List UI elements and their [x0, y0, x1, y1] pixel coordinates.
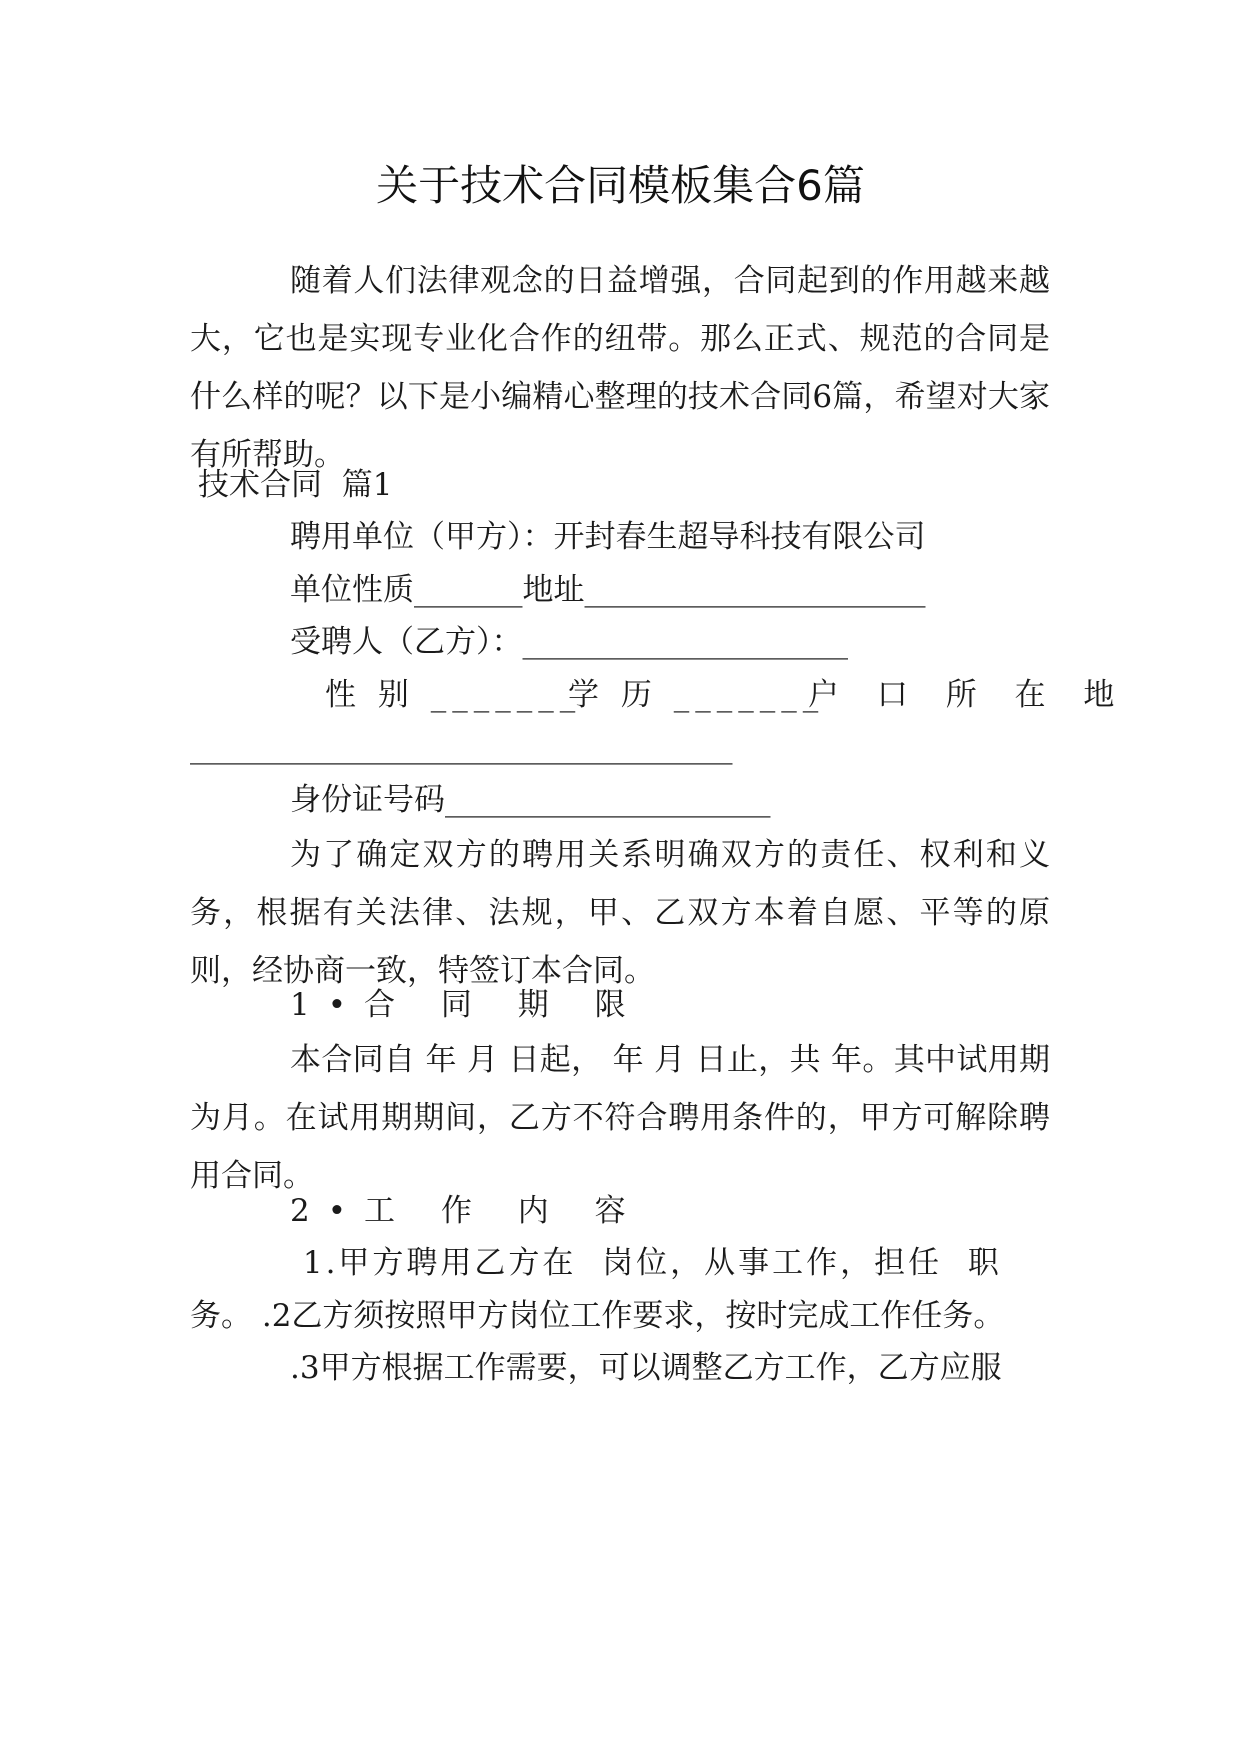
clause2-heading: 2•工 作 内 容 — [290, 1193, 644, 1229]
residence-blank-line: ___________________________________ — [190, 729, 733, 765]
clause2-item3: .3甲方根据工作需要，可以调整乙方工作，乙方应服 — [290, 1350, 1002, 1386]
employer-line: 聘用单位（甲方）：开封春生超导科技有限公司 — [290, 519, 926, 555]
education-field: 学 历 _______ — [568, 677, 825, 713]
intro-paragraph: 随着人们法律观念的日益增强，合同起到的作用越来越大，它也是实现专业化合作的纽带。那么正式、规范的合同是什么样的呢？以下是小编精心整理的技术合同6篇，希望对大家有所帮助。 — [190, 263, 1050, 473]
clause1-body: 本合同自 年 月 日起， 年 月 日止，共 年。其中试用期为月。在试用期期间，乙方不符合聘用条件的，甲方可解除聘用合同。 — [190, 1042, 1050, 1194]
document-title: 关于技术合同模板集合6篇 — [376, 161, 865, 210]
employee-line: 受聘人（乙方）：_____________________ — [290, 624, 848, 660]
clause1-heading: 1•合 同 期 限 — [290, 987, 644, 1023]
purpose-paragraph: 为了确定双方的聘用关系明确双方的责任、权利和义务，根据有关法律、法规，甲、乙双方本着自愿、平等的原则，经协商一致，特签订本合同。 — [190, 837, 1050, 989]
clause2-item1-line2: 务。 .2乙方须按照甲方岗位工作要求，按时完成工作任务。 — [190, 1298, 1005, 1334]
unit-nature-line: 单位性质_______地址______________________ — [290, 572, 926, 608]
section-heading: 技术合同 篇1 — [198, 467, 393, 503]
residence-label: 户 口 所 在 地 — [808, 677, 1129, 713]
gender-field: 性 别 _______ — [325, 677, 582, 713]
clause2-item1-line1: 1.甲方聘用乙方在 岗位，从事工作，担任 职 — [290, 1245, 1002, 1281]
id-number-line: 身份证号码_____________________ — [290, 782, 771, 818]
